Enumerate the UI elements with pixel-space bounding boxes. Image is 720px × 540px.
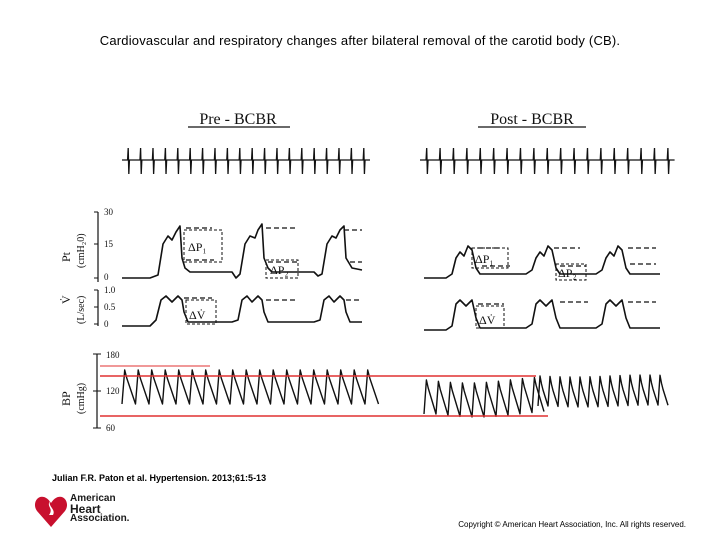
heart-torch-icon	[34, 493, 68, 529]
delta-v-pre: ΔV̇	[189, 308, 206, 322]
bp-tick-180: 180	[106, 350, 120, 360]
logo-line-2: Heart	[70, 502, 101, 516]
bp-tick-120: 120	[106, 386, 120, 396]
flow-axis-label: V̇	[59, 295, 73, 304]
pt-trace-post	[424, 246, 660, 278]
slide-title: Cardiovascular and respiratory changes after bilateral removal of the carotid body (CB).	[99, 33, 621, 48]
pt-dashes-post	[478, 248, 656, 266]
citation: Julian F.R. Paton et al. Hypertension. 2013;61:5-13	[52, 473, 267, 483]
logo-line-1: American	[70, 493, 116, 504]
pt-tick-15: 15	[104, 239, 113, 249]
bp-waveform	[122, 370, 379, 404]
ecg-trace-pre	[122, 148, 370, 174]
aha-logo-text	[70, 494, 129, 524]
flow-tick-0: 0	[104, 319, 109, 329]
pt-axis	[59, 207, 114, 282]
flow-tick-05: 0.5	[104, 302, 116, 312]
pt-tick-30: 30	[104, 207, 113, 217]
ecg-waveform	[420, 148, 675, 174]
flow-trace-pre	[122, 296, 362, 326]
flow-axis	[59, 285, 116, 329]
pt-dashes-pre	[186, 228, 362, 262]
bp-axis-label: BP	[59, 391, 73, 406]
pt-tick-0: 0	[104, 272, 109, 282]
bp-axis	[59, 350, 120, 433]
pt-trace-pre	[122, 224, 362, 278]
bp-trace-pre	[122, 370, 379, 404]
ecg-trace-post	[420, 148, 675, 174]
flow-tick-1: 1.0	[104, 285, 116, 295]
bp-waveform	[538, 375, 668, 407]
post-bcbr-title: Post - BCBR	[490, 111, 574, 128]
logo-line-3: Association.	[70, 513, 130, 524]
bp-trace-post	[424, 375, 668, 417]
delta-v-post: ΔV̇	[479, 313, 496, 327]
pre-bcbr-title: Pre - BCBR	[199, 111, 277, 128]
bp-axis-unit: (cmHg)	[76, 382, 87, 414]
delta-p1-pre: ΔP₁	[188, 240, 207, 254]
flow-axis-unit: (L/sec)	[76, 295, 87, 324]
delta-p2-pre: ΔP₂	[270, 263, 289, 277]
aha-logo	[34, 493, 144, 533]
flow-trace-post	[424, 300, 660, 330]
pt-axis-label: Pt	[59, 251, 73, 262]
delta-p1-post: ΔP₁	[475, 252, 494, 266]
pt-axis-unit: (cmH₂0)	[76, 233, 87, 268]
copyright: Copyright © American Heart Association, Inc. All rights reserved.	[458, 520, 686, 529]
delta-p2-post: ΔP₂	[558, 266, 577, 280]
ecg-waveform	[122, 148, 370, 174]
bp-waveform	[424, 378, 544, 417]
bp-tick-60: 60	[106, 423, 115, 433]
